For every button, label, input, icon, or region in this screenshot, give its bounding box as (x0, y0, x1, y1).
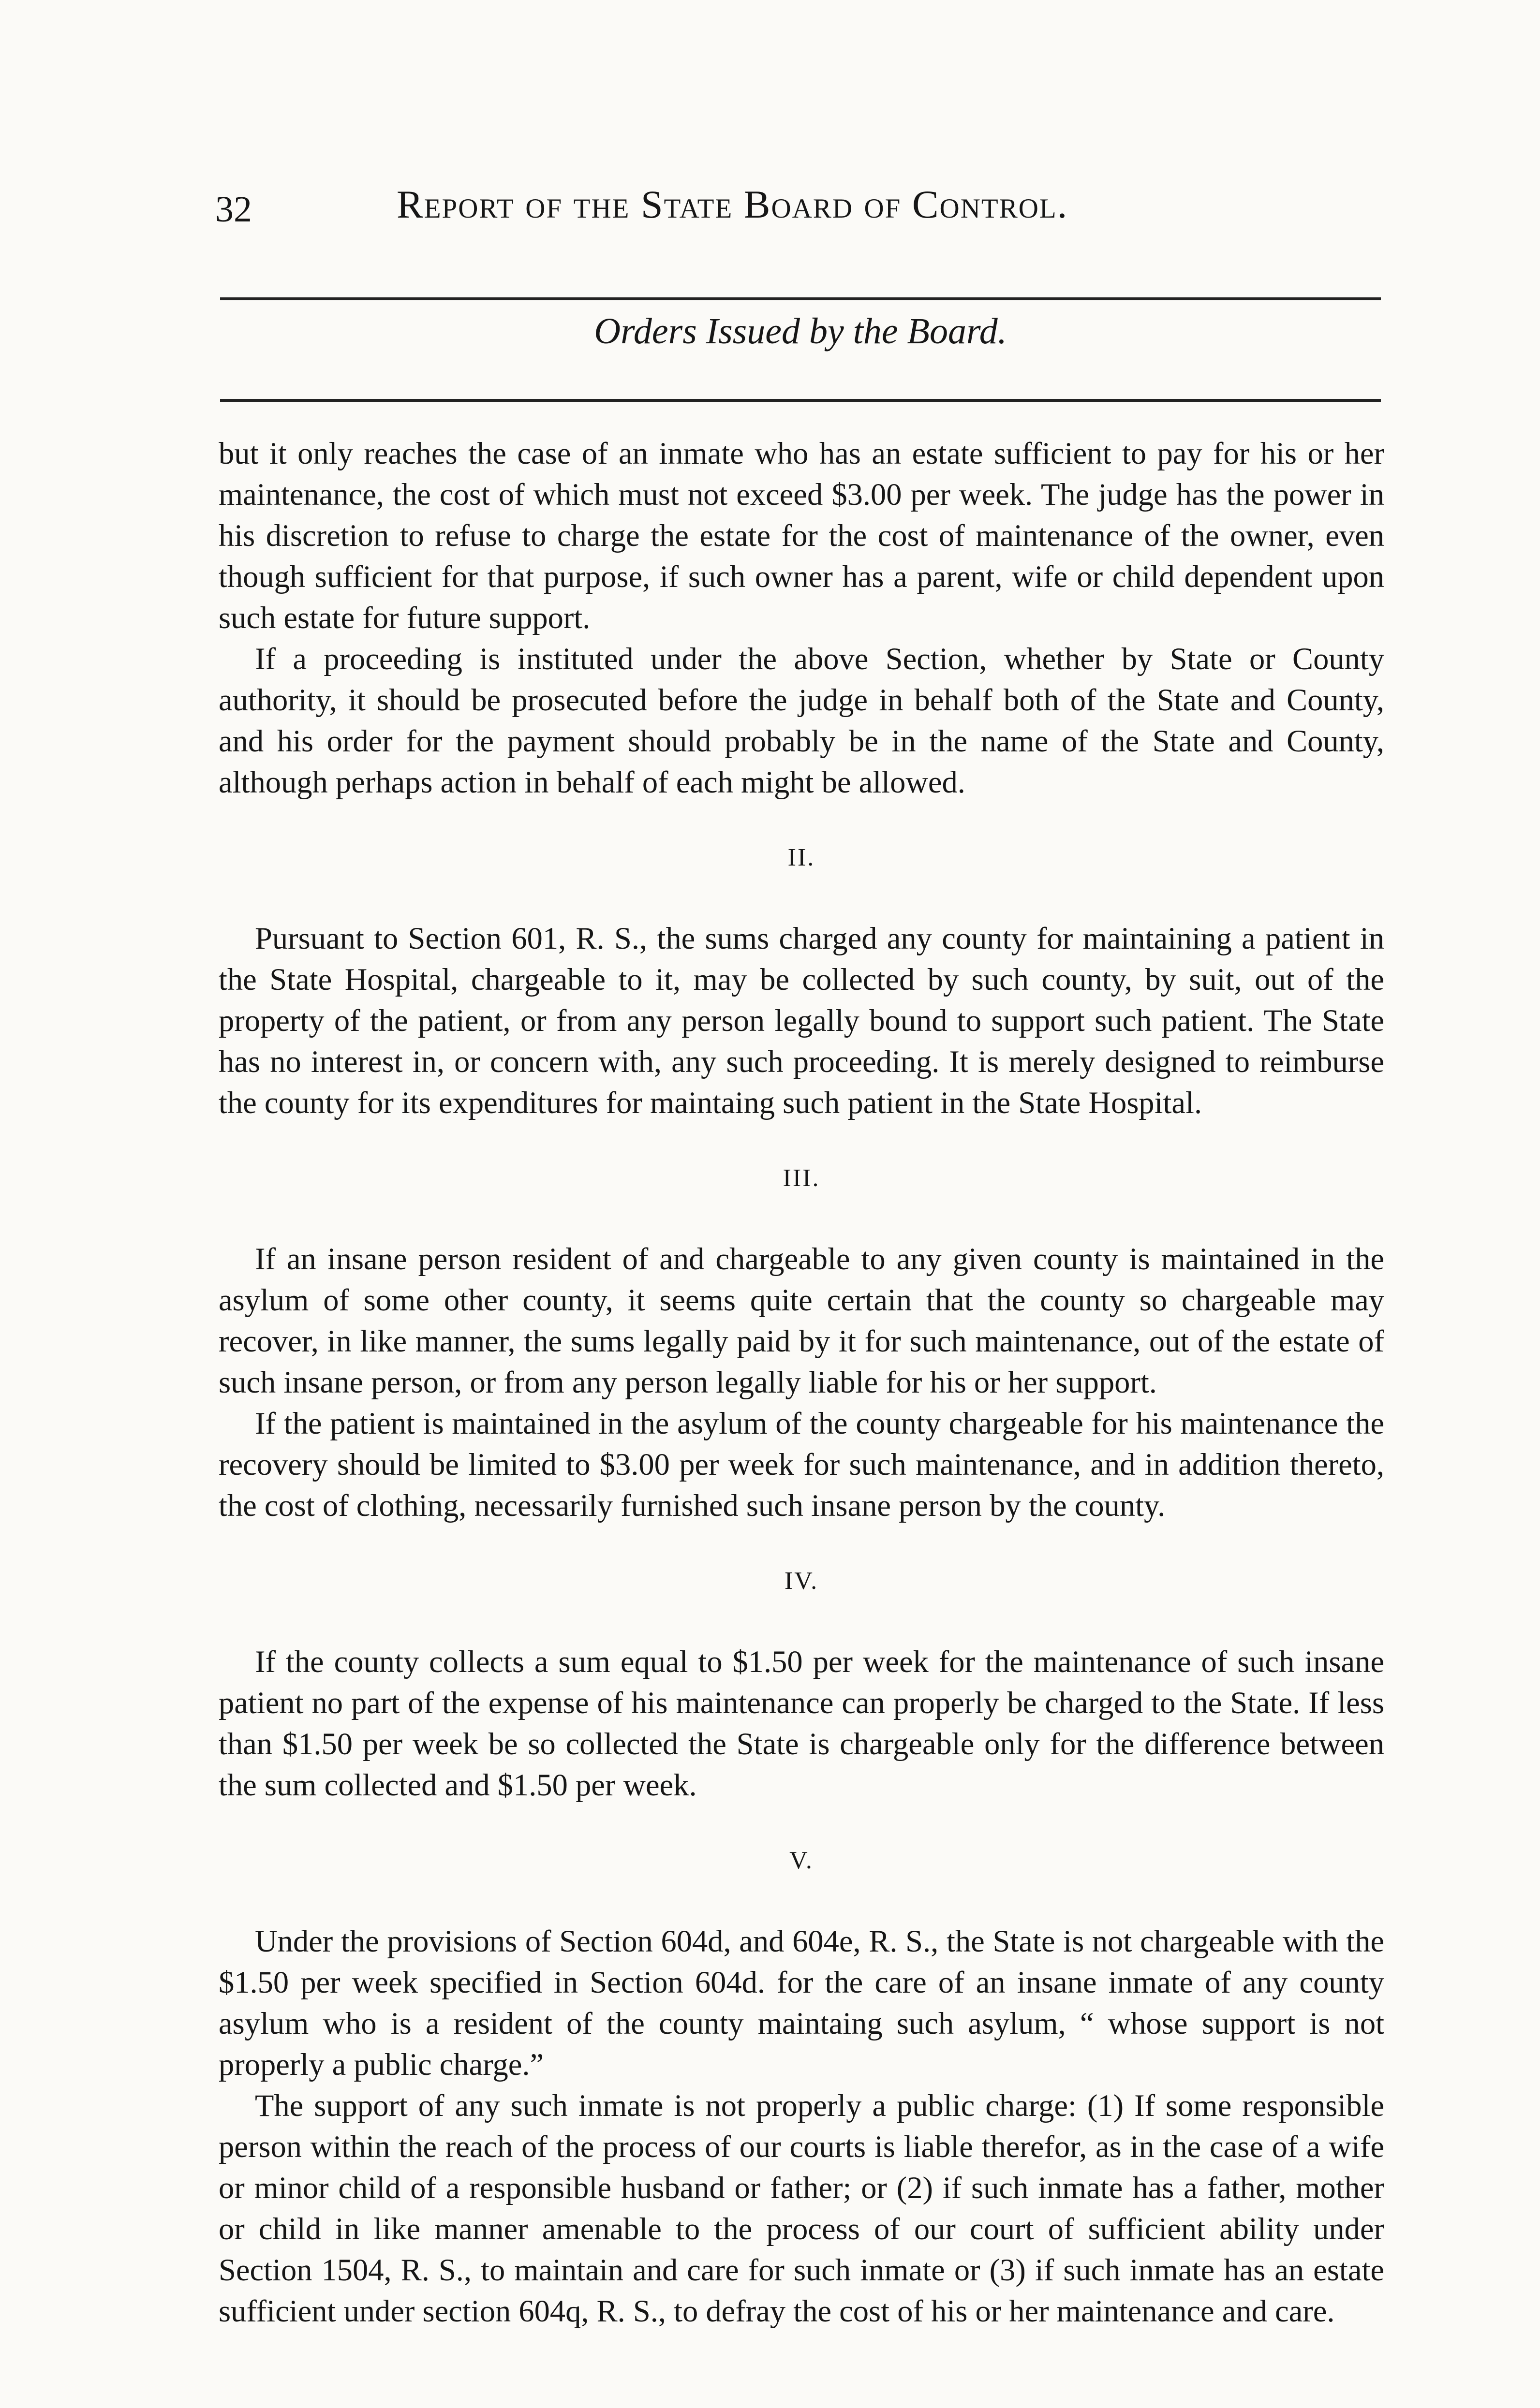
document-body (219, 433, 1384, 2332)
paragraph: If the county collects a sum equal to $1.50 per week for the maintenance of such insane patient no part of the expense of his maintenance can properly be charged to the State. If less than $1.50 per week be so collected the State is chargeable only for the difference between the sum collected and $1.50 per week. (219, 1644, 1384, 1802)
paragraph: If a proceeding is instituted under the above Section, whether by State or County authority, it should be prosecuted before the judge in behalf both of the State and County, and his order for the payment should probably be in the name of the State and County, although perhaps action in behalf of each might be allowed. (219, 642, 1384, 799)
paragraph: but it only reaches the case of an inmate who has an estate sufficient to pay for his or her maintenance, the cost of which must not exceed $3.00 per week. The judge has the power in his discretion to refuse to charge the estate for the cost of maintenance of the owner, even though sufficient for that purpose, if such owner has a parent, wife or child dependent upon such estate for future support. (219, 436, 1384, 635)
page-number: 32 (215, 189, 252, 230)
running-head: Report of the State Board of Control. (397, 182, 1068, 226)
paragraph: If an insane person resident of and chargeable to any given county is maintained in the asylum of some other county, it seems quite certain that the county so chargeable may recover, in like manner, the sums legally paid by it for such maintenance, out of the estate of such insane person, or from any person legally liable for his or her support. (219, 1242, 1384, 1399)
section-numeral: II. (787, 844, 815, 871)
section-numeral: V. (789, 1847, 814, 1874)
top-rule (220, 297, 1381, 300)
paragraph: The support of any such inmate is not properly a public charge: (1) If some responsible person within the reach of the process of our courts is liable therefor, as in the case of a wife or minor child of a responsible husband or father; or (2) if such inmate has a father, mother or child in like manner amenable to the process of our court of sufficient ability under Section 1504, R. S., to maintain and care for such inmate or (3) if such inmate has an estate sufficient under section 604q, R. S., to defray the cost of his or her maintenance and care. (219, 2088, 1384, 2328)
paragraph: Under the provisions of Section 604d, and 604e, R. S., the State is not chargeable with the $1.50 per week specified in Section 604d. for the care of an insane inmate of any county asylum who is a resident of the county maintaing such asylum, “ whose support is not properly a public charge.” (219, 1924, 1384, 2082)
bottom-rule (220, 399, 1381, 402)
section-numeral: IV. (784, 1567, 819, 1595)
paragraph: Pursuant to Section 601, R. S., the sums charged any county for maintaining a patient in the State Hospital, chargeable to it, may be collected by such county, by suit, out of the property of the patient, or from any person legally bound to support such patient. The State has no interest in, or concern with, any such proceeding. It is merely designed to reimburse the county for its expenditures for maintaing such patient in the State Hospital. (219, 921, 1384, 1120)
section-numeral: III. (783, 1164, 820, 1192)
section-title: Orders Issued by the Board. (594, 311, 1007, 352)
paragraph: If the patient is maintained in the asylum of the county chargeable for his maintenance the recovery should be limited to $3.00 per week for such maintenance, and in addition thereto, the cost of clothing, necessarily furnished such insane person by the county. (219, 1406, 1384, 1523)
